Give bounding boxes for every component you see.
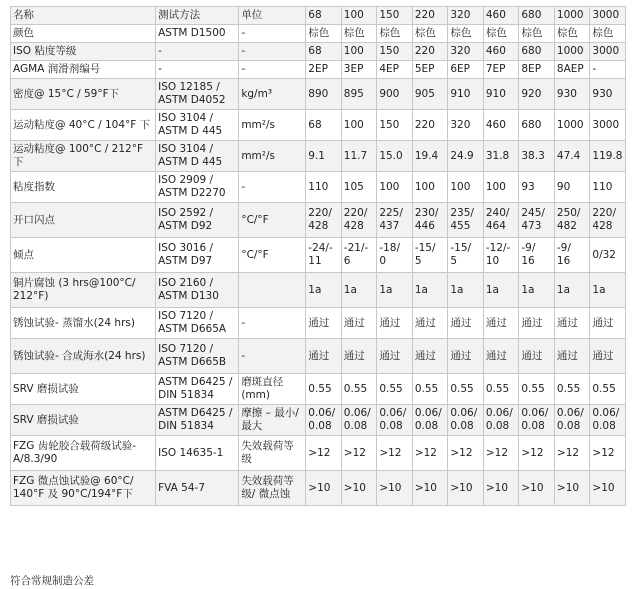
table-cell: >10 xyxy=(519,471,555,506)
table-cell: 棕色 xyxy=(554,25,590,43)
table-cell: 锈蚀试验- 合成海水(24 hrs) xyxy=(11,339,156,374)
table-cell: 0.06/ 0.08 xyxy=(448,405,484,436)
table-cell: 粘度指数 xyxy=(11,172,156,203)
table-cell: 1a xyxy=(377,273,413,308)
table-cell: 通过 xyxy=(341,339,377,374)
table-cell: ISO 2592 / ASTM D92 xyxy=(156,203,239,238)
table-cell: 0.06/ 0.08 xyxy=(306,405,342,436)
table-cell: FZG 微点蚀试验@ 60°C/ 140°F 及 90°C/194°F下 xyxy=(11,471,156,506)
table-cell: 930 xyxy=(554,79,590,110)
table-cell: 320 xyxy=(448,7,484,25)
table-cell: -15/ 5 xyxy=(412,238,448,273)
table-row xyxy=(11,405,626,436)
table-cell: 1a xyxy=(554,273,590,308)
table-cell: SRV 磨损试验 xyxy=(11,374,156,405)
table-cell: 1a xyxy=(412,273,448,308)
table-cell: - xyxy=(239,172,306,203)
table-cell: 320 xyxy=(448,43,484,61)
table-cell: FVA 54-7 xyxy=(156,471,239,506)
table-cell: 110 xyxy=(306,172,342,203)
table-cell: 4EP xyxy=(377,61,413,79)
table-cell: 100 xyxy=(448,172,484,203)
table-cell: >12 xyxy=(306,436,342,471)
table-cell: 棕色 xyxy=(483,25,519,43)
table-cell: 通过 xyxy=(483,339,519,374)
table-cell: 5EP xyxy=(412,61,448,79)
table-cell: ISO 3016 / ASTM D97 xyxy=(156,238,239,273)
table-cell: 通过 xyxy=(448,308,484,339)
table-cell: 250/ 482 xyxy=(554,203,590,238)
table-cell: 棕色 xyxy=(448,25,484,43)
table-cell: 铜片腐蚀 (3 hrs@100°C/ 212°F) xyxy=(11,273,156,308)
table-cell: >10 xyxy=(341,471,377,506)
table-cell: 220/ 428 xyxy=(590,203,626,238)
table-cell: 0.55 xyxy=(448,374,484,405)
table-row xyxy=(11,110,626,141)
table-cell: 910 xyxy=(483,79,519,110)
table-cell: 8EP xyxy=(519,61,555,79)
table-cell: >12 xyxy=(448,436,484,471)
table-cell: 3000 xyxy=(590,7,626,25)
table-row xyxy=(11,436,626,471)
table-cell: - xyxy=(590,61,626,79)
table-cell: ASTM D1500 xyxy=(156,25,239,43)
table-cell: 通过 xyxy=(554,339,590,374)
table-cell: - xyxy=(239,43,306,61)
table-cell: 测试方法 xyxy=(156,7,239,25)
table-cell: 100 xyxy=(412,172,448,203)
table-cell: AGMA 润滑剂编号 xyxy=(11,61,156,79)
table-cell: 110 xyxy=(590,172,626,203)
table-cell: 0/32 xyxy=(590,238,626,273)
table-cell: 3000 xyxy=(590,110,626,141)
table-cell: -9/ 16 xyxy=(519,238,555,273)
table-cell: 通过 xyxy=(412,339,448,374)
table-cell: 910 xyxy=(448,79,484,110)
table-cell: 9.1 xyxy=(306,141,342,172)
table-row xyxy=(11,471,626,506)
table-row xyxy=(11,273,626,308)
table-cell: 230/ 446 xyxy=(412,203,448,238)
table-cell: 0.06/ 0.08 xyxy=(412,405,448,436)
table-cell: 119.8 xyxy=(590,141,626,172)
table-cell: 220 xyxy=(412,43,448,61)
table-cell: 38.3 xyxy=(519,141,555,172)
table-cell: 100 xyxy=(377,172,413,203)
table-cell: 100 xyxy=(483,172,519,203)
table-cell: 倾点 xyxy=(11,238,156,273)
table-cell: 名称 xyxy=(11,7,156,25)
table-cell: 棕色 xyxy=(341,25,377,43)
table-cell: 0.55 xyxy=(554,374,590,405)
spec-table xyxy=(10,6,626,506)
table-cell: - xyxy=(239,339,306,374)
table-cell: 锈蚀试验- 蒸馏水(24 hrs) xyxy=(11,308,156,339)
table-cell: 31.8 xyxy=(483,141,519,172)
table-cell: 0.55 xyxy=(519,374,555,405)
table-cell: 通过 xyxy=(341,308,377,339)
table-cell: 失效载荷等级/ 微点蚀 xyxy=(239,471,306,506)
table-cell: - xyxy=(239,61,306,79)
table-cell: 0.06/ 0.08 xyxy=(590,405,626,436)
table-cell: 通过 xyxy=(590,339,626,374)
table-cell: >10 xyxy=(483,471,519,506)
footnote: 符合常规制造公差 xyxy=(10,575,94,587)
table-cell: 通过 xyxy=(519,339,555,374)
table-cell: 24.9 xyxy=(448,141,484,172)
table-cell: 68 xyxy=(306,43,342,61)
table-cell: 0.55 xyxy=(412,374,448,405)
table-cell: -9/ 16 xyxy=(554,238,590,273)
table-cell: ISO 7120 / ASTM D665A xyxy=(156,308,239,339)
table-cell: ISO 2160 / ASTM D130 xyxy=(156,273,239,308)
table-cell: 密度@ 15°C / 59°F下 xyxy=(11,79,156,110)
table-cell: 通过 xyxy=(412,308,448,339)
table-cell: 1a xyxy=(341,273,377,308)
table-cell: 摩擦 – 最小/最大 xyxy=(239,405,306,436)
table-cell: 1000 xyxy=(554,7,590,25)
table-cell: >12 xyxy=(483,436,519,471)
table-cell: 100 xyxy=(341,110,377,141)
table-cell: 220 xyxy=(412,110,448,141)
table-cell: 通过 xyxy=(590,308,626,339)
table-cell: 150 xyxy=(377,7,413,25)
table-cell: 通过 xyxy=(377,339,413,374)
table-cell: 3EP xyxy=(341,61,377,79)
table-cell: 900 xyxy=(377,79,413,110)
table-row xyxy=(11,61,626,79)
table-cell: ISO 3104 / ASTM D 445 xyxy=(156,141,239,172)
table-row xyxy=(11,308,626,339)
table-cell: 320 xyxy=(448,110,484,141)
table-cell: mm²/s xyxy=(239,110,306,141)
table-cell: ISO 7120 / ASTM D665B xyxy=(156,339,239,374)
table-cell: >10 xyxy=(306,471,342,506)
table-cell: 棕色 xyxy=(590,25,626,43)
table-cell: >10 xyxy=(377,471,413,506)
table-cell: 0.06/ 0.08 xyxy=(341,405,377,436)
table-cell: 1a xyxy=(448,273,484,308)
table-cell: >12 xyxy=(377,436,413,471)
table-cell: kg/m³ xyxy=(239,79,306,110)
table-cell: 运动粘度@ 100°C / 212°F 下 xyxy=(11,141,156,172)
table-cell: 失效载荷等级 xyxy=(239,436,306,471)
table-cell: 1a xyxy=(306,273,342,308)
table-row xyxy=(11,141,626,172)
table-cell: - xyxy=(239,25,306,43)
table-cell: 240/ 464 xyxy=(483,203,519,238)
table-row xyxy=(11,25,626,43)
table-cell: ISO 2909 / ASTM D2270 xyxy=(156,172,239,203)
table-row xyxy=(11,339,626,374)
table-cell: 100 xyxy=(341,7,377,25)
table-cell: 0.06/ 0.08 xyxy=(519,405,555,436)
table-cell: >12 xyxy=(554,436,590,471)
table-cell: 905 xyxy=(412,79,448,110)
table-cell: 磨斑直径 (mm) xyxy=(239,374,306,405)
table-cell: 15.0 xyxy=(377,141,413,172)
table-cell: 1a xyxy=(590,273,626,308)
table-cell: - xyxy=(156,61,239,79)
table-cell: 0.55 xyxy=(377,374,413,405)
table-cell: 通过 xyxy=(306,339,342,374)
table-cell: ASTM D6425 / DIN 51834 xyxy=(156,405,239,436)
table-cell: 0.55 xyxy=(306,374,342,405)
table-cell: >12 xyxy=(412,436,448,471)
table-cell: SRV 磨损试验 xyxy=(11,405,156,436)
table-cell: 100 xyxy=(341,43,377,61)
table-cell: 47.4 xyxy=(554,141,590,172)
table-cell: 19.4 xyxy=(412,141,448,172)
table-cell: 1a xyxy=(519,273,555,308)
table-cell: ISO 14635-1 xyxy=(156,436,239,471)
table-cell: 11.7 xyxy=(341,141,377,172)
table-row xyxy=(11,43,626,61)
table-row xyxy=(11,374,626,405)
table-cell: 3000 xyxy=(590,43,626,61)
table-cell: 220/ 428 xyxy=(341,203,377,238)
table-cell: 93 xyxy=(519,172,555,203)
table-cell: 2EP xyxy=(306,61,342,79)
table-cell: 680 xyxy=(519,110,555,141)
table-cell: 棕色 xyxy=(306,25,342,43)
table-cell: mm²/s xyxy=(239,141,306,172)
table-cell: >12 xyxy=(341,436,377,471)
table-cell: 8AEP xyxy=(554,61,590,79)
table-cell: 220/ 428 xyxy=(306,203,342,238)
table-cell: - xyxy=(239,308,306,339)
table-cell: 245/ 473 xyxy=(519,203,555,238)
table-cell: ISO 3104 / ASTM D 445 xyxy=(156,110,239,141)
table-cell: ISO 12185 / ASTM D4052 xyxy=(156,79,239,110)
table-cell: 运动粘度@ 40°C / 104°F 下 xyxy=(11,110,156,141)
table-cell: °C/°F xyxy=(239,238,306,273)
table-cell: 920 xyxy=(519,79,555,110)
table-cell: °C/°F xyxy=(239,203,306,238)
table-cell: 225/ 437 xyxy=(377,203,413,238)
table-cell: >10 xyxy=(448,471,484,506)
table-cell: >10 xyxy=(554,471,590,506)
table-row xyxy=(11,238,626,273)
table-cell: 通过 xyxy=(448,339,484,374)
table-cell: 棕色 xyxy=(377,25,413,43)
table-cell: 通过 xyxy=(483,308,519,339)
table-cell: -15/ 5 xyxy=(448,238,484,273)
table-cell: 0.55 xyxy=(341,374,377,405)
table-row xyxy=(11,203,626,238)
table-cell: 235/ 455 xyxy=(448,203,484,238)
table-cell: 895 xyxy=(341,79,377,110)
table-cell: 单位 xyxy=(239,7,306,25)
table-cell: ASTM D6425 / DIN 51834 xyxy=(156,374,239,405)
table-cell: 150 xyxy=(377,43,413,61)
table-cell: 通过 xyxy=(377,308,413,339)
table-cell: 开口闪点 xyxy=(11,203,156,238)
table-cell: >10 xyxy=(412,471,448,506)
table-cell: FZG 齿轮胶合载荷级试验- A/8.3/90 xyxy=(11,436,156,471)
table-cell: 460 xyxy=(483,7,519,25)
table-cell: 0.55 xyxy=(483,374,519,405)
table-cell: 棕色 xyxy=(519,25,555,43)
table-cell: 1000 xyxy=(554,43,590,61)
table-cell: 1a xyxy=(483,273,519,308)
table-cell: -21/- 6 xyxy=(341,238,377,273)
table-cell: - xyxy=(156,43,239,61)
table-cell: -12/- 10 xyxy=(483,238,519,273)
table-cell: 890 xyxy=(306,79,342,110)
table-cell: 90 xyxy=(554,172,590,203)
table-cell: 通过 xyxy=(554,308,590,339)
table-cell: 680 xyxy=(519,43,555,61)
table-cell: 68 xyxy=(306,110,342,141)
table-cell: 220 xyxy=(412,7,448,25)
table-cell: -18/ 0 xyxy=(377,238,413,273)
table-cell: 通过 xyxy=(306,308,342,339)
table-cell: 1000 xyxy=(554,110,590,141)
table-cell: >10 xyxy=(590,471,626,506)
table-cell: 930 xyxy=(590,79,626,110)
table-cell: 棕色 xyxy=(412,25,448,43)
table-cell: 7EP xyxy=(483,61,519,79)
table-row xyxy=(11,7,626,25)
table-cell: 460 xyxy=(483,110,519,141)
table-cell: 105 xyxy=(341,172,377,203)
table-cell: 0.06/ 0.08 xyxy=(483,405,519,436)
table-cell: 150 xyxy=(377,110,413,141)
table-cell: 680 xyxy=(519,7,555,25)
table-cell: ISO 粘度等级 xyxy=(11,43,156,61)
table-cell: >12 xyxy=(519,436,555,471)
table-cell xyxy=(239,273,306,308)
table-cell: 通过 xyxy=(519,308,555,339)
table-cell: -24/- 11 xyxy=(306,238,342,273)
table-cell: >12 xyxy=(590,436,626,471)
table-cell: 0.06/ 0.08 xyxy=(377,405,413,436)
table-row xyxy=(11,172,626,203)
table-row xyxy=(11,79,626,110)
table-cell: 6EP xyxy=(448,61,484,79)
table-cell: 0.55 xyxy=(590,374,626,405)
table-cell: 460 xyxy=(483,43,519,61)
table-cell: 颜色 xyxy=(11,25,156,43)
table-cell: 68 xyxy=(306,7,342,25)
table-cell: 0.06/ 0.08 xyxy=(554,405,590,436)
